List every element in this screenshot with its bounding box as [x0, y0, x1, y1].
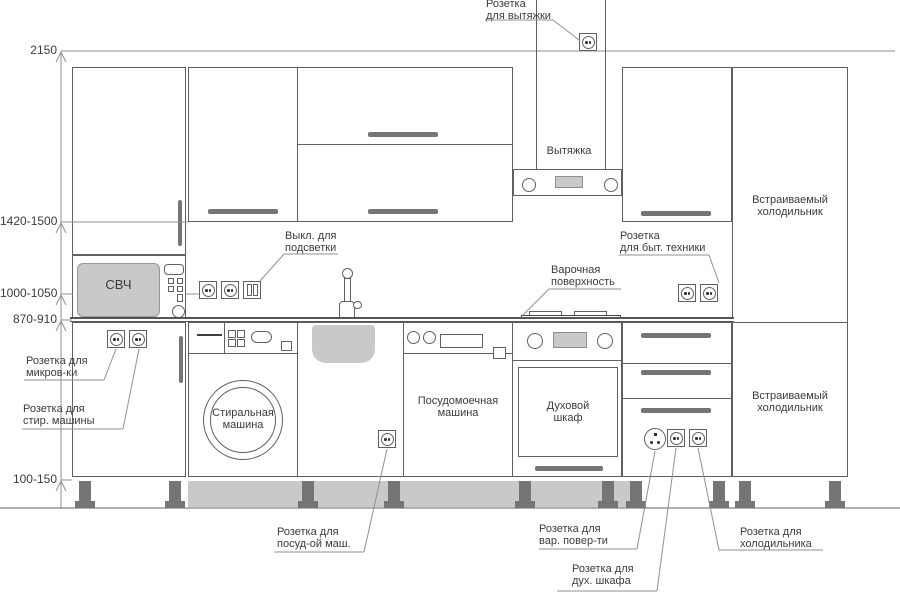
- callout-cooktop-socket: [539, 523, 608, 547]
- washer-panel-line: [188, 353, 298, 354]
- washer-label-line2: машина: [222, 419, 264, 431]
- built-in-fridge: [732, 67, 848, 477]
- microwave-button: [168, 286, 174, 292]
- wall-cabinet-c-handle: [641, 211, 711, 216]
- backsplash-socket-icon: [221, 281, 239, 299]
- callout-washer-socket: [23, 403, 95, 427]
- fridge-label-top: [732, 194, 848, 218]
- backsplash-socket-icon: [199, 281, 217, 299]
- callout-light-switch: [285, 230, 337, 254]
- hood-light-right: [604, 178, 618, 192]
- fridge-label-top-line2: холодильник: [757, 206, 823, 218]
- washer-dial: [251, 331, 272, 343]
- drawer-handle: [641, 370, 711, 375]
- microwave-label: СВЧ: [105, 277, 132, 292]
- cabinet-leg: [79, 481, 91, 508]
- dishwasher-knob: [407, 331, 420, 344]
- cabinet-leg: [829, 481, 841, 508]
- wall-cabinet-b-bottom-handle: [368, 209, 438, 214]
- wall-cabinet-b-door-split: [297, 144, 513, 145]
- washer-panel-divider: [224, 322, 225, 353]
- microwave-display: [164, 264, 184, 275]
- light-switch-icon: [243, 281, 261, 299]
- hood-control-panel: [555, 176, 583, 188]
- cabinet-leg: [169, 481, 181, 508]
- dishwasher-knob: [423, 331, 436, 344]
- dishwasher-label-line2: машина: [437, 407, 479, 419]
- callout-oven-socket: [572, 563, 634, 587]
- callout-dishwasher-socket-line2: посуд-ой маш.: [277, 538, 351, 550]
- tall-cabinet-upper-handle: [178, 200, 182, 246]
- cabinet-leg: [630, 481, 642, 508]
- callout-fridge-socket: [740, 526, 812, 550]
- callout-appliance-socket-line1: Розетка: [620, 230, 660, 242]
- oven-label-line1: Духовой: [546, 400, 590, 412]
- wall-cabinet-b-top-handle: [368, 132, 438, 137]
- dim-wall-cabinet-bottom: 1420-1500: [0, 214, 58, 228]
- washer-socket-icon: [129, 330, 147, 348]
- callout-cooktop-line2: поверхность: [551, 276, 615, 288]
- fridge-label-bottom: [732, 390, 848, 414]
- oven-label-line2: шкаф: [553, 412, 583, 424]
- tall-cabinet-upper-door: [72, 67, 186, 255]
- cabinet-leg: [302, 481, 314, 508]
- washer-button-small: [281, 341, 292, 351]
- faucet-spout: [353, 301, 362, 309]
- washer-label: [193, 407, 293, 431]
- microwave-button: [177, 286, 183, 292]
- hood-light-left: [522, 178, 536, 192]
- faucet-stem: [344, 278, 351, 303]
- oven-panel-line: [512, 360, 622, 361]
- microwave-socket-icon: [107, 330, 125, 348]
- wall-cabinet-a: [188, 67, 298, 222]
- cabinet-leg: [602, 481, 614, 508]
- fridge-door-split: [732, 322, 848, 323]
- fridge-label-bottom-line2: холодильник: [757, 402, 823, 414]
- washer-button: [237, 339, 245, 347]
- callout-dishwasher-socket: [277, 526, 351, 550]
- microwave-button: [168, 278, 174, 284]
- oven-handle: [535, 466, 603, 471]
- dishwasher-socket-icon: [378, 430, 396, 448]
- dishwasher-label-line1: Посудомоечная: [417, 395, 499, 407]
- hood-socket-icon: [579, 33, 597, 51]
- washer-dash: [197, 334, 222, 336]
- microwave-button: [177, 278, 183, 284]
- callout-microwave-socket-line2: микров-ки: [26, 367, 78, 379]
- dishwasher-label: [403, 395, 513, 419]
- callout-fridge-socket-line2: холодильника: [740, 538, 812, 550]
- wall-cabinet-a-handle: [208, 209, 278, 214]
- callout-appliance-socket-line2: для быт. техники: [620, 242, 706, 254]
- fridge-socket-icon: [689, 429, 707, 447]
- hood-label: Вытяжка: [546, 145, 592, 157]
- cabinet-leg: [739, 481, 751, 508]
- dim-countertop: 870-910: [12, 312, 57, 326]
- sink-basin: [312, 325, 375, 363]
- hood-duct: [536, 0, 606, 169]
- callout-light-switch-line1: Выкл. для: [285, 230, 337, 242]
- oven-socket-icon: [667, 429, 685, 447]
- drawer-split-1: [622, 363, 732, 364]
- microwave-button: [177, 294, 183, 302]
- callout-dishwasher-socket-line1: Розетка для: [277, 526, 339, 538]
- dim-plinth: 100-150: [12, 472, 57, 486]
- dishwasher-button-small: [493, 347, 506, 359]
- cooktop-power-socket-icon: [644, 428, 666, 450]
- callout-cooktop: [551, 264, 615, 288]
- callout-hood-socket: [486, 0, 551, 22]
- washer-button: [228, 330, 236, 338]
- drawer-handle: [641, 408, 711, 413]
- callout-microwave-socket: [26, 355, 88, 379]
- callout-washer-socket-line2: стир. машины: [23, 415, 95, 427]
- wall-cabinet-c: [622, 67, 732, 222]
- appliance-socket-icon: [700, 284, 718, 302]
- callout-cooktop-line1: Варочная: [551, 264, 601, 276]
- fridge-label-bottom-line1: Встраиваемый: [752, 390, 828, 402]
- fridge-label-top-line1: Встраиваемый: [752, 194, 828, 206]
- plinth-panel: [188, 481, 640, 507]
- oven-knob-left: [527, 333, 543, 349]
- callout-oven-socket-line1: Розетка для: [572, 563, 634, 575]
- oven-label: [518, 400, 618, 424]
- callout-appliance-socket: [620, 230, 705, 254]
- dim-backsplash-sockets: 1000-1050: [0, 286, 58, 300]
- washer-button: [237, 330, 245, 338]
- callout-fridge-socket-line1: Розетка для: [740, 526, 802, 538]
- washer-label-line1: Стиральная: [212, 407, 274, 419]
- drawer-split-2: [622, 398, 732, 399]
- callout-hood-socket-line1: Розетка: [486, 0, 526, 10]
- callout-hood-socket-line2: для вытяжки: [486, 10, 551, 22]
- callout-cooktop-socket-line2: вар. повер-ти: [539, 535, 608, 547]
- oven-knob-right: [597, 333, 613, 349]
- drawer-handle: [641, 333, 711, 338]
- callout-light-switch-line2: подсветки: [285, 242, 337, 254]
- cabinet-leg: [519, 481, 531, 508]
- callout-washer-socket-line1: Розетка для: [23, 403, 85, 415]
- base-cabinet-left-handle: [179, 336, 183, 383]
- cabinet-leg: [713, 481, 725, 508]
- callout-cooktop-socket-line1: Розетка для: [539, 523, 601, 535]
- appliance-socket-icon: [678, 284, 696, 302]
- dishwasher-display: [440, 334, 483, 348]
- cabinet-leg: [388, 481, 400, 508]
- oven-display: [553, 332, 587, 348]
- drawer-unit: [622, 322, 732, 477]
- washer-button: [228, 339, 236, 347]
- callout-microwave-socket-line1: Розетка для: [26, 355, 88, 367]
- callout-oven-socket-line2: дух. шкафа: [572, 575, 631, 587]
- dim-ceiling-height: 2150: [30, 43, 57, 57]
